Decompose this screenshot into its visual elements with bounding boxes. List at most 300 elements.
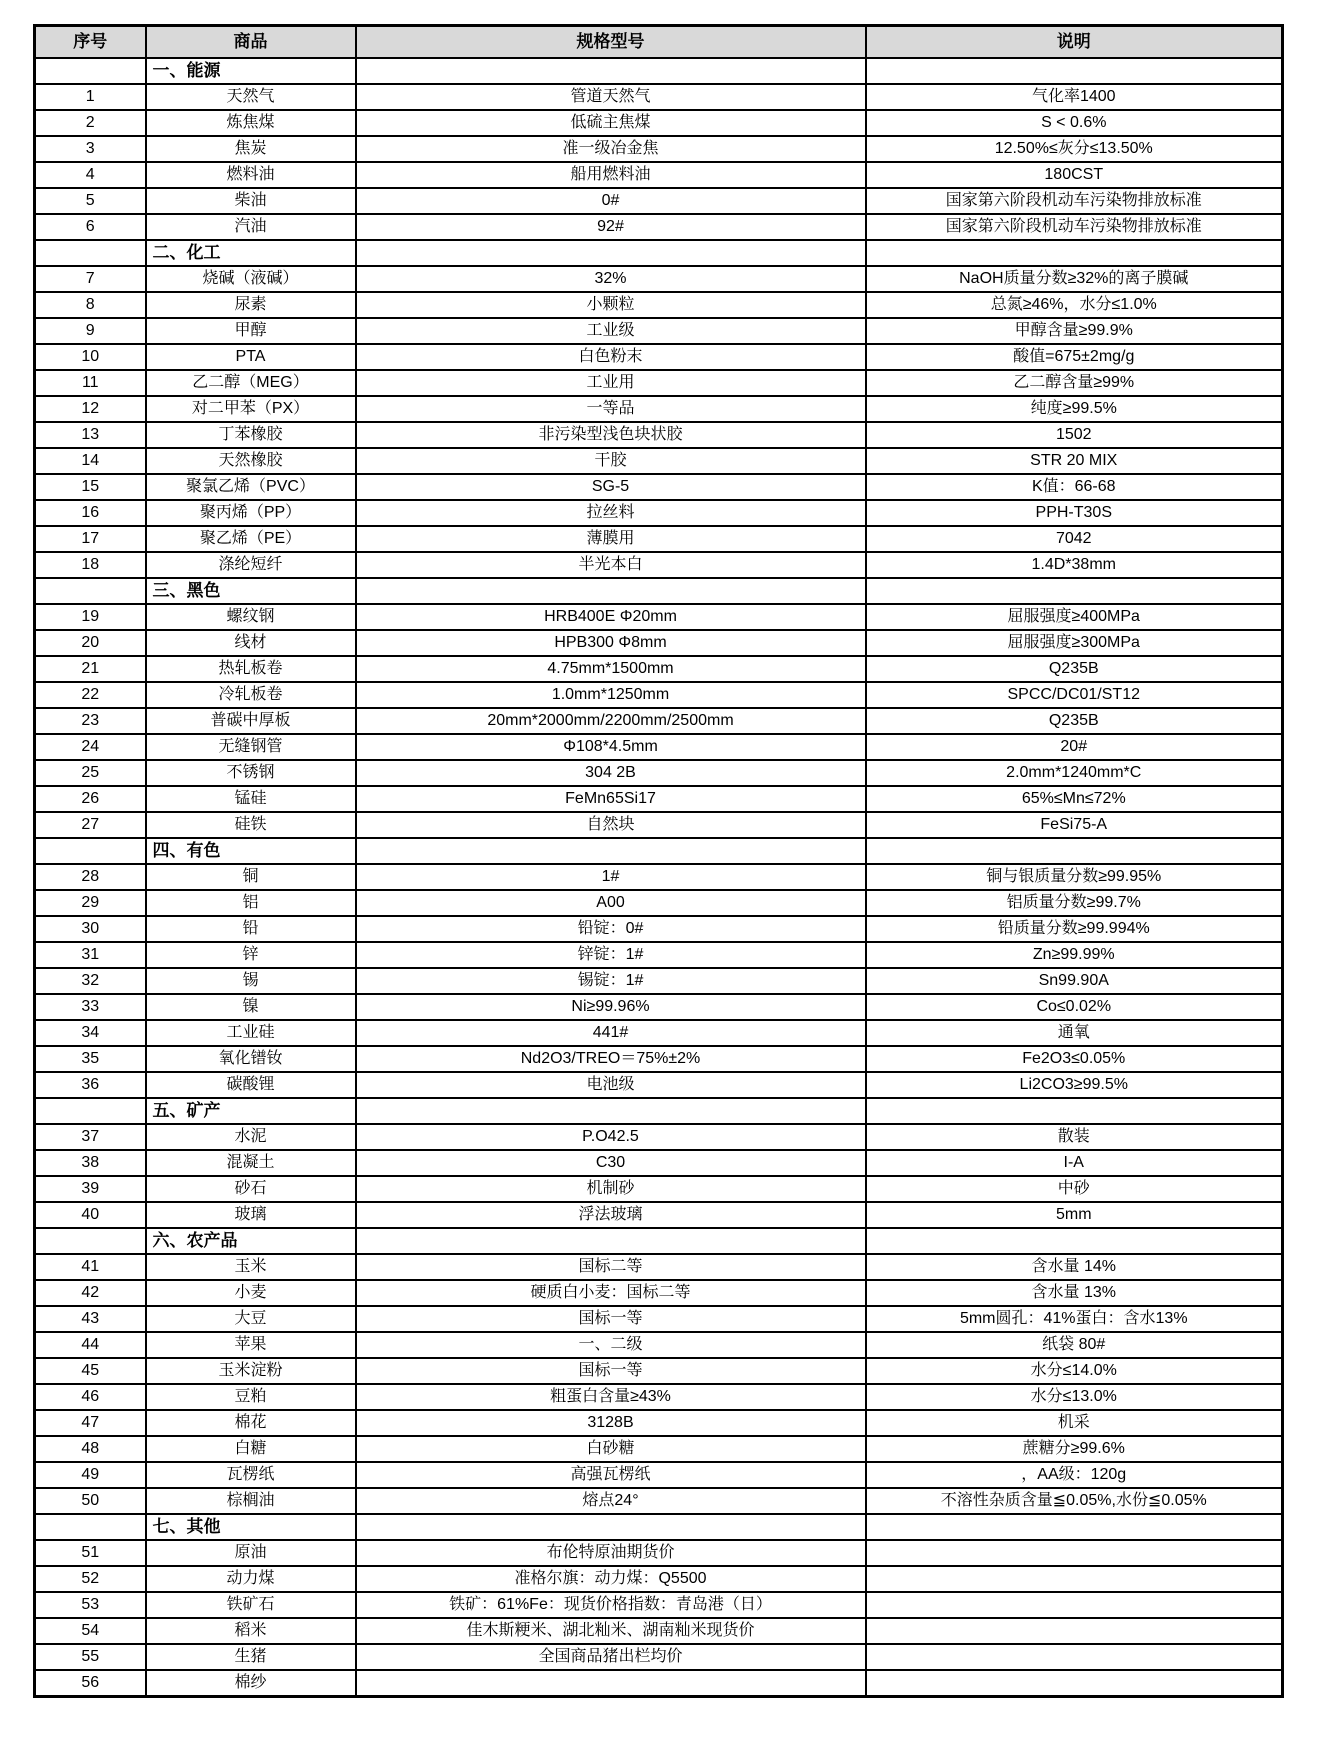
row-number-cell: 20 — [35, 630, 146, 656]
desc-cell: Co≤0.02% — [866, 994, 1283, 1020]
table-row — [35, 786, 1283, 812]
row-number-cell: 51 — [35, 1540, 146, 1566]
row-number-cell: 50 — [35, 1488, 146, 1514]
section-empty-no — [35, 1514, 146, 1540]
spec-cell: 锌锭：1# — [356, 942, 866, 968]
row-number-cell: 18 — [35, 552, 146, 578]
table-row — [35, 1150, 1283, 1176]
section-row — [35, 58, 1283, 84]
table-row — [35, 1124, 1283, 1150]
commodity-name-cell: 原油 — [146, 1540, 356, 1566]
section-empty-no — [35, 838, 146, 864]
spec-cell: 1# — [356, 864, 866, 890]
commodity-name-cell: 棉花 — [146, 1410, 356, 1436]
desc-cell — [866, 1670, 1283, 1697]
section-label: 七、其他 — [146, 1514, 356, 1540]
spec-cell: 工业级 — [356, 318, 866, 344]
desc-cell: 屈服强度≥400MPa — [866, 604, 1283, 630]
commodity-name-cell: 棉纱 — [146, 1670, 356, 1697]
commodity-name-cell: 锡 — [146, 968, 356, 994]
desc-cell: 屈服强度≥300MPa — [866, 630, 1283, 656]
commodity-name-cell: 无缝钢管 — [146, 734, 356, 760]
commodity-name-cell: 小麦 — [146, 1280, 356, 1306]
desc-cell: 1502 — [866, 422, 1283, 448]
section-empty-desc — [866, 240, 1283, 266]
row-number-cell: 46 — [35, 1384, 146, 1410]
desc-cell: K值：66-68 — [866, 474, 1283, 500]
spec-cell: 电池级 — [356, 1072, 866, 1098]
row-number-cell: 3 — [35, 136, 146, 162]
table-row — [35, 344, 1283, 370]
row-number-cell: 45 — [35, 1358, 146, 1384]
desc-cell: STR 20 MIX — [866, 448, 1283, 474]
table-row — [35, 994, 1283, 1020]
table-row — [35, 292, 1283, 318]
commodity-name-cell: 锌 — [146, 942, 356, 968]
row-number-cell: 55 — [35, 1644, 146, 1670]
commodity-name-cell: 对二甲苯（PX） — [146, 396, 356, 422]
commodity-name-cell: 瓦楞纸 — [146, 1462, 356, 1488]
spec-cell: A00 — [356, 890, 866, 916]
row-number-cell: 44 — [35, 1332, 146, 1358]
spec-cell: 304 2B — [356, 760, 866, 786]
desc-cell: Li2CO3≥99.5% — [866, 1072, 1283, 1098]
table-row — [35, 1020, 1283, 1046]
commodity-name-cell: 玉米 — [146, 1254, 356, 1280]
commodity-name-cell: 铁矿石 — [146, 1592, 356, 1618]
table-row — [35, 162, 1283, 188]
desc-cell: 酸值=675±2mg/g — [866, 344, 1283, 370]
table-row — [35, 968, 1283, 994]
desc-cell: 65%≤Mn≤72% — [866, 786, 1283, 812]
section-label: 四、有色 — [146, 838, 356, 864]
row-number-cell: 41 — [35, 1254, 146, 1280]
spec-cell: 低硫主焦煤 — [356, 110, 866, 136]
row-number-cell: 28 — [35, 864, 146, 890]
spec-cell: 准一级冶金焦 — [356, 136, 866, 162]
table-row — [35, 1176, 1283, 1202]
spec-cell: 一等品 — [356, 396, 866, 422]
row-number-cell: 47 — [35, 1410, 146, 1436]
desc-cell: SPCC/DC01/ST12 — [866, 682, 1283, 708]
desc-cell: 气化率1400 — [866, 84, 1283, 110]
row-number-cell: 5 — [35, 188, 146, 214]
table-row — [35, 630, 1283, 656]
desc-cell — [866, 1566, 1283, 1592]
commodity-name-cell: PTA — [146, 344, 356, 370]
table-row — [35, 682, 1283, 708]
commodity-name-cell: 聚乙烯（PE） — [146, 526, 356, 552]
table-row — [35, 214, 1283, 240]
spec-cell: 铁矿：61%Fe：现货价格指数：青岛港（日） — [356, 1592, 866, 1618]
section-empty-desc — [866, 58, 1283, 84]
desc-cell: 国家第六阶段机动车污染物排放标准 — [866, 188, 1283, 214]
spec-cell: 拉丝料 — [356, 500, 866, 526]
row-number-cell: 4 — [35, 162, 146, 188]
table-row — [35, 266, 1283, 292]
commodity-name-cell: 氧化镨钕 — [146, 1046, 356, 1072]
desc-cell — [866, 1592, 1283, 1618]
desc-cell: 机采 — [866, 1410, 1283, 1436]
spec-cell: 熔点24° — [356, 1488, 866, 1514]
section-empty-spec — [356, 1514, 866, 1540]
spec-cell: 船用燃料油 — [356, 162, 866, 188]
spec-cell: Φ108*4.5mm — [356, 734, 866, 760]
spec-cell: 干胶 — [356, 448, 866, 474]
table-row — [35, 1254, 1283, 1280]
row-number-cell: 24 — [35, 734, 146, 760]
section-label: 六、农产品 — [146, 1228, 356, 1254]
spec-cell: 0# — [356, 188, 866, 214]
row-number-cell: 52 — [35, 1566, 146, 1592]
row-number-cell: 34 — [35, 1020, 146, 1046]
spec-cell: 锡锭：1# — [356, 968, 866, 994]
desc-cell: 2.0mm*1240mm*C — [866, 760, 1283, 786]
commodity-name-cell: 锰硅 — [146, 786, 356, 812]
section-row — [35, 1514, 1283, 1540]
table-row — [35, 370, 1283, 396]
commodity-name-cell: 炼焦煤 — [146, 110, 356, 136]
table-row — [35, 1202, 1283, 1228]
spec-cell: HPB300 Φ8mm — [356, 630, 866, 656]
commodity-name-cell: 砂石 — [146, 1176, 356, 1202]
row-number-cell: 6 — [35, 214, 146, 240]
desc-cell: 1.4D*38mm — [866, 552, 1283, 578]
row-number-cell: 38 — [35, 1150, 146, 1176]
row-number-cell: 14 — [35, 448, 146, 474]
spec-cell: 佳木斯粳米、湖北籼米、湖南籼米现货价 — [356, 1618, 866, 1644]
table-row — [35, 110, 1283, 136]
commodity-name-cell: 玉米淀粉 — [146, 1358, 356, 1384]
spec-cell: 硬质白小麦：国标二等 — [356, 1280, 866, 1306]
commodity-name-cell: 玻璃 — [146, 1202, 356, 1228]
desc-cell: 纸袋 80# — [866, 1332, 1283, 1358]
table-row — [35, 656, 1283, 682]
spec-cell: 工业用 — [356, 370, 866, 396]
spec-cell: 国标一等 — [356, 1306, 866, 1332]
desc-cell: 甲醇含量≥99.9% — [866, 318, 1283, 344]
row-number-cell: 37 — [35, 1124, 146, 1150]
commodity-name-cell: 硅铁 — [146, 812, 356, 838]
table-row — [35, 604, 1283, 630]
desc-cell: 散装 — [866, 1124, 1283, 1150]
spec-cell: 441# — [356, 1020, 866, 1046]
desc-cell: 通氧 — [866, 1020, 1283, 1046]
section-label: 一、能源 — [146, 58, 356, 84]
spec-cell: Ni≥99.96% — [356, 994, 866, 1020]
header-cell-desc: 说明 — [866, 26, 1283, 59]
section-empty-desc — [866, 1098, 1283, 1124]
commodity-name-cell: 焦炭 — [146, 136, 356, 162]
table-row — [35, 1618, 1283, 1644]
commodity-name-cell: 稻米 — [146, 1618, 356, 1644]
section-empty-spec — [356, 838, 866, 864]
commodity-name-cell: 混凝土 — [146, 1150, 356, 1176]
commodity-name-cell: 甲醇 — [146, 318, 356, 344]
spec-cell: 32% — [356, 266, 866, 292]
spec-cell: C30 — [356, 1150, 866, 1176]
table-row — [35, 1358, 1283, 1384]
table-row — [35, 1072, 1283, 1098]
commodity-name-cell: 丁苯橡胶 — [146, 422, 356, 448]
row-number-cell: 25 — [35, 760, 146, 786]
spec-cell: 粗蛋白含量≥43% — [356, 1384, 866, 1410]
row-number-cell: 40 — [35, 1202, 146, 1228]
row-number-cell: 23 — [35, 708, 146, 734]
desc-cell: 铝质量分数≥99.7% — [866, 890, 1283, 916]
desc-cell — [866, 1618, 1283, 1644]
row-number-cell: 17 — [35, 526, 146, 552]
spec-cell: 半光本白 — [356, 552, 866, 578]
commodity-name-cell: 烧碱（液碱） — [146, 266, 356, 292]
spec-cell: 浮法玻璃 — [356, 1202, 866, 1228]
spec-cell: 国标二等 — [356, 1254, 866, 1280]
commodity-name-cell: 热轧板卷 — [146, 656, 356, 682]
table-row — [35, 812, 1283, 838]
section-empty-spec — [356, 578, 866, 604]
section-label: 五、矿产 — [146, 1098, 356, 1124]
commodity-name-cell: 乙二醇（MEG） — [146, 370, 356, 396]
desc-cell: 180CST — [866, 162, 1283, 188]
row-number-cell: 9 — [35, 318, 146, 344]
spec-cell: 铅锭：0# — [356, 916, 866, 942]
table-row — [35, 552, 1283, 578]
desc-cell: 7042 — [866, 526, 1283, 552]
section-row — [35, 578, 1283, 604]
desc-cell: 水分≤13.0% — [866, 1384, 1283, 1410]
commodity-name-cell: 大豆 — [146, 1306, 356, 1332]
table-row — [35, 1410, 1283, 1436]
table-row — [35, 864, 1283, 890]
table-row — [35, 760, 1283, 786]
section-label: 三、黑色 — [146, 578, 356, 604]
spec-cell: 92# — [356, 214, 866, 240]
table-row — [35, 1436, 1283, 1462]
table-row — [35, 1592, 1283, 1618]
commodity-name-cell: 线材 — [146, 630, 356, 656]
row-number-cell: 42 — [35, 1280, 146, 1306]
desc-cell: 含水量 14% — [866, 1254, 1283, 1280]
commodity-name-cell: 普碳中厚板 — [146, 708, 356, 734]
commodity-name-cell: 水泥 — [146, 1124, 356, 1150]
desc-cell: Q235B — [866, 708, 1283, 734]
commodity-name-cell: 涤纶短纤 — [146, 552, 356, 578]
desc-cell: 总氮≥46%，水分≤1.0% — [866, 292, 1283, 318]
spec-cell: Nd2O3/TREO＝75%±2% — [356, 1046, 866, 1072]
spec-cell: HRB400E Φ20mm — [356, 604, 866, 630]
table-row — [35, 188, 1283, 214]
table-row — [35, 422, 1283, 448]
section-row — [35, 240, 1283, 266]
table-row — [35, 448, 1283, 474]
spec-cell: P.O42.5 — [356, 1124, 866, 1150]
spec-cell: 全国商品猪出栏均价 — [356, 1644, 866, 1670]
commodity-name-cell: 天然橡胶 — [146, 448, 356, 474]
section-empty-spec — [356, 58, 866, 84]
desc-cell: 5mm — [866, 1202, 1283, 1228]
table-row — [35, 396, 1283, 422]
commodity-name-cell: 冷轧板卷 — [146, 682, 356, 708]
desc-cell: 含水量 13% — [866, 1280, 1283, 1306]
table-row — [35, 1566, 1283, 1592]
desc-cell: 12.50%≤灰分≤13.50% — [866, 136, 1283, 162]
row-number-cell: 33 — [35, 994, 146, 1020]
section-empty-no — [35, 578, 146, 604]
spec-cell: 准格尔旗：动力煤：Q5500 — [356, 1566, 866, 1592]
table-row — [35, 708, 1283, 734]
spec-cell: 机制砂 — [356, 1176, 866, 1202]
desc-cell — [866, 1540, 1283, 1566]
table-row — [35, 890, 1283, 916]
row-number-cell: 8 — [35, 292, 146, 318]
row-number-cell: 26 — [35, 786, 146, 812]
desc-cell: Q235B — [866, 656, 1283, 682]
table-row — [35, 500, 1283, 526]
section-empty-no — [35, 58, 146, 84]
row-number-cell: 15 — [35, 474, 146, 500]
spec-cell: 国标一等 — [356, 1358, 866, 1384]
spec-cell: 薄膜用 — [356, 526, 866, 552]
desc-cell: Zn≥99.99% — [866, 942, 1283, 968]
spec-cell: 自然块 — [356, 812, 866, 838]
row-number-cell: 21 — [35, 656, 146, 682]
row-number-cell: 11 — [35, 370, 146, 396]
row-number-cell: 29 — [35, 890, 146, 916]
spec-cell: SG-5 — [356, 474, 866, 500]
table-row — [35, 916, 1283, 942]
row-number-cell: 56 — [35, 1670, 146, 1697]
desc-cell: 5mm圆孔：41%蛋白：含水13% — [866, 1306, 1283, 1332]
spec-cell: 一、二级 — [356, 1332, 866, 1358]
commodity-name-cell: 聚丙烯（PP） — [146, 500, 356, 526]
desc-cell — [866, 1644, 1283, 1670]
table-row — [35, 1540, 1283, 1566]
section-row — [35, 1098, 1283, 1124]
desc-cell: Sn99.90A — [866, 968, 1283, 994]
row-number-cell: 16 — [35, 500, 146, 526]
table-row — [35, 1046, 1283, 1072]
spec-cell: 布伦特原油期货价 — [356, 1540, 866, 1566]
table-row — [35, 1670, 1283, 1697]
spec-cell: FeMn65Si17 — [356, 786, 866, 812]
spec-cell: 20mm*2000mm/2200mm/2500mm — [356, 708, 866, 734]
table-row — [35, 1306, 1283, 1332]
row-number-cell: 2 — [35, 110, 146, 136]
commodity-name-cell: 工业硅 — [146, 1020, 356, 1046]
row-number-cell: 53 — [35, 1592, 146, 1618]
table-row — [35, 474, 1283, 500]
commodity-name-cell: 铅 — [146, 916, 356, 942]
desc-cell: 蔗糖分≥99.6% — [866, 1436, 1283, 1462]
row-number-cell: 7 — [35, 266, 146, 292]
row-number-cell: 12 — [35, 396, 146, 422]
spec-cell — [356, 1670, 866, 1697]
section-row — [35, 838, 1283, 864]
desc-cell: S < 0.6% — [866, 110, 1283, 136]
table-row — [35, 942, 1283, 968]
table-row — [35, 526, 1283, 552]
row-number-cell: 32 — [35, 968, 146, 994]
section-empty-desc — [866, 578, 1283, 604]
desc-cell: I-A — [866, 1150, 1283, 1176]
commodity-name-cell: 天然气 — [146, 84, 356, 110]
header-row — [35, 26, 1283, 59]
desc-cell: 纯度≥99.5% — [866, 396, 1283, 422]
row-number-cell: 22 — [35, 682, 146, 708]
table-row — [35, 1462, 1283, 1488]
table-row — [35, 1384, 1283, 1410]
row-number-cell: 10 — [35, 344, 146, 370]
desc-cell: 铅质量分数≥99.994% — [866, 916, 1283, 942]
desc-cell: NaOH质量分数≥32%的离子膜碱 — [866, 266, 1283, 292]
commodity-name-cell: 碳酸锂 — [146, 1072, 356, 1098]
section-empty-no — [35, 1098, 146, 1124]
table-header — [35, 26, 1283, 59]
commodity-name-cell: 螺纹钢 — [146, 604, 356, 630]
section-row — [35, 1228, 1283, 1254]
spec-cell: 高强瓦楞纸 — [356, 1462, 866, 1488]
desc-cell: 20# — [866, 734, 1283, 760]
commodity-name-cell: 铝 — [146, 890, 356, 916]
desc-cell: 水分≤14.0% — [866, 1358, 1283, 1384]
row-number-cell: 13 — [35, 422, 146, 448]
section-empty-no — [35, 240, 146, 266]
spec-cell: 4.75mm*1500mm — [356, 656, 866, 682]
row-number-cell: 35 — [35, 1046, 146, 1072]
spec-cell: 白色粉末 — [356, 344, 866, 370]
header-cell-name: 商品 — [146, 26, 356, 59]
commodity-name-cell: 棕榈油 — [146, 1488, 356, 1514]
commodity-name-cell: 豆粕 — [146, 1384, 356, 1410]
desc-cell: Fe2O3≤0.05% — [866, 1046, 1283, 1072]
spec-cell: 非污染型浅色块状胶 — [356, 422, 866, 448]
row-number-cell: 1 — [35, 84, 146, 110]
commodity-name-cell: 苹果 — [146, 1332, 356, 1358]
row-number-cell: 49 — [35, 1462, 146, 1488]
desc-cell: 中砂 — [866, 1176, 1283, 1202]
row-number-cell: 54 — [35, 1618, 146, 1644]
row-number-cell: 27 — [35, 812, 146, 838]
row-number-cell: 39 — [35, 1176, 146, 1202]
table-body — [35, 58, 1283, 1697]
section-empty-desc — [866, 1228, 1283, 1254]
commodity-table — [33, 24, 1284, 1698]
commodity-name-cell: 柴油 — [146, 188, 356, 214]
section-label: 二、化工 — [146, 240, 356, 266]
section-empty-desc — [866, 1514, 1283, 1540]
desc-cell: 不溶性杂质含量≦0.05%,水份≦0.05% — [866, 1488, 1283, 1514]
table-row — [35, 1332, 1283, 1358]
table-row — [35, 1488, 1283, 1514]
row-number-cell: 36 — [35, 1072, 146, 1098]
header-cell-spec: 规格型号 — [356, 26, 866, 59]
spec-cell: 小颗粒 — [356, 292, 866, 318]
spec-cell: 管道天然气 — [356, 84, 866, 110]
section-empty-spec — [356, 240, 866, 266]
spec-cell: 1.0mm*1250mm — [356, 682, 866, 708]
commodity-name-cell: 尿素 — [146, 292, 356, 318]
table-row — [35, 84, 1283, 110]
commodity-name-cell: 不锈钢 — [146, 760, 356, 786]
row-number-cell: 30 — [35, 916, 146, 942]
row-number-cell: 43 — [35, 1306, 146, 1332]
table-row — [35, 1644, 1283, 1670]
table-row — [35, 734, 1283, 760]
commodity-name-cell: 白糖 — [146, 1436, 356, 1462]
row-number-cell: 19 — [35, 604, 146, 630]
header-cell-no: 序号 — [35, 26, 146, 59]
section-empty-spec — [356, 1228, 866, 1254]
